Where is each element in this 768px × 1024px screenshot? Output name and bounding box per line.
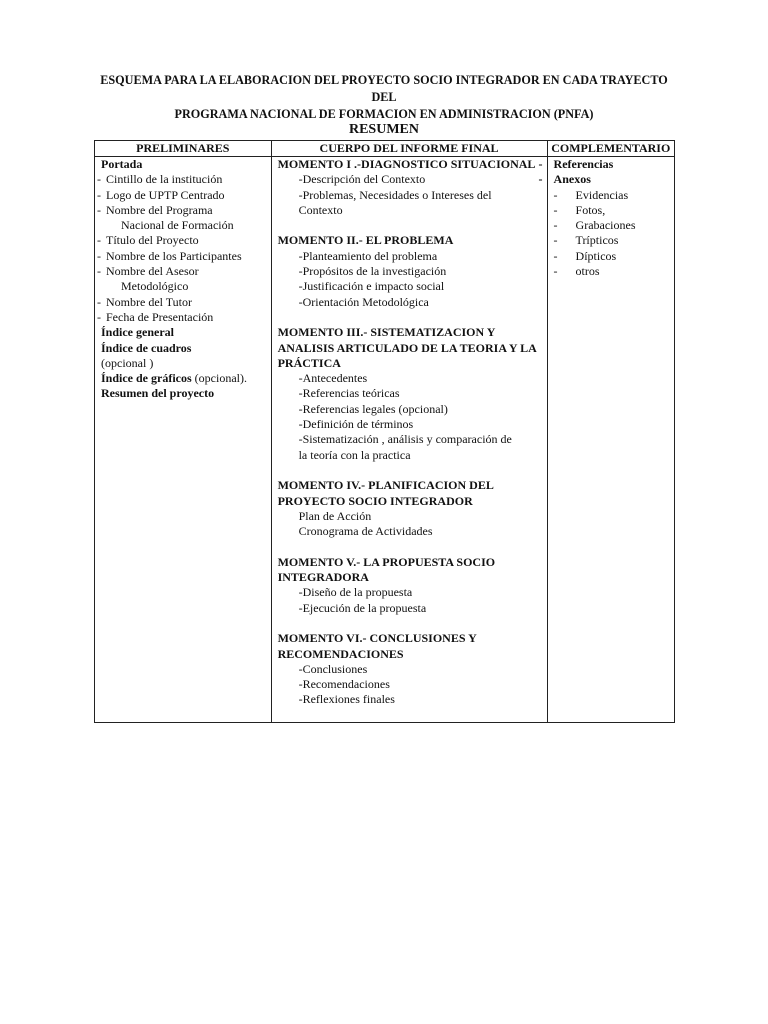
momento-2-title: MOMENTO II.- EL PROBLEMA — [277, 233, 454, 248]
heading-line-2: PROGRAMA NACIONAL DE FORMACION EN ADMINISTRACION (PNFA) — [174, 107, 594, 121]
header-cuerpo: CUERPO DEL INFORME FINAL — [271, 141, 547, 157]
cuerpo-cell — [271, 157, 547, 723]
list-item: Plan de Acción — [298, 508, 372, 523]
list-item: -Ejecución de la propuesta — [298, 600, 427, 615]
preliminares-indice-general: Índice general — [101, 325, 174, 340]
preliminares-opcional: (opcional ) — [101, 355, 154, 370]
complementario-anexos: - Anexos — [538, 172, 591, 187]
list-item: - Título del Proyecto — [97, 233, 199, 248]
list-item: -Definición de términos — [298, 417, 414, 432]
complementario-cell — [538, 157, 674, 723]
list-item: -Conclusiones — [298, 661, 368, 676]
momento-6-title-2: RECOMENDACIONES — [277, 646, 404, 661]
momento-4-title-2: PROYECTO SOCIO INTEGRADOR — [277, 493, 473, 508]
list-item: Cronograma de Actividades — [298, 524, 433, 539]
momento-5-title-2: INTEGRADORA — [277, 570, 369, 585]
list-item: - Cintillo de la institución — [97, 172, 223, 187]
momento-5-title-1: MOMENTO V.- LA PROPUESTA SOCIO — [277, 554, 496, 569]
list-item: -Problemas, Necesidades o Intereses del — [298, 187, 492, 202]
list-item: - Nombre del Tutor — [97, 294, 193, 309]
momento-1-title: MOMENTO I .-DIAGNOSTICO SITUACIONAL — [277, 157, 536, 171]
preliminares-resumen: Resumen del proyecto — [101, 386, 215, 401]
list-item: - Grabaciones — [553, 218, 636, 233]
momento-4-title-1: MOMENTO IV.- PLANIFICACION DEL — [277, 478, 494, 493]
list-item-continuation: la teoría con la practica — [298, 447, 411, 462]
list-item: - Logo de UPTP Centrado — [97, 187, 225, 202]
list-item: - Evidencias — [553, 187, 629, 202]
list-item: - otros — [553, 264, 600, 279]
list-item-continuation: Metodológico — [121, 279, 189, 294]
list-item: - Nombre de los Participantes — [97, 248, 242, 263]
list-item: - Fotos, — [553, 202, 606, 217]
momento-6-title-1: MOMENTO VI.- CONCLUSIONES Y — [277, 631, 477, 646]
schema-table — [94, 140, 675, 723]
list-item: - Nombre del Asesor — [97, 264, 199, 279]
list-item: -Descripción del Contexto — [298, 172, 426, 187]
list-item: -Sistematización , análisis y comparación de — [298, 432, 512, 447]
list-item: - Dípticos — [553, 248, 617, 263]
list-item: -Orientación Metodológica — [298, 294, 429, 309]
list-item: -Reflexiones finales — [298, 692, 395, 707]
list-item: -Referencias legales (opcional) — [298, 401, 448, 416]
document-subtitle: RESUMEN — [348, 122, 419, 137]
complementario-referencias: - Referencias — [538, 157, 614, 171]
momento-3-title-1: MOMENTO III.- SISTEMATIZACION Y — [277, 325, 496, 340]
list-item: -Referencias teóricas — [298, 386, 400, 401]
table-body-row — [95, 157, 675, 723]
table-header-row — [95, 141, 675, 157]
preliminares-portada: Portada — [101, 157, 143, 171]
preliminares-indice-graficos: Índice de gráficos (opcional). — [101, 371, 247, 386]
list-item: - Nombre del Programa — [97, 202, 213, 217]
list-item: -Antecedentes — [298, 371, 368, 386]
preliminares-indice-cuadros: Índice de cuadros — [101, 340, 192, 355]
preliminares-cell — [95, 157, 272, 723]
list-item-continuation: Nacional de Formación — [121, 218, 234, 233]
list-item: -Propósitos de la investigación — [298, 264, 447, 279]
list-item: -Diseño de la propuesta — [298, 585, 413, 600]
header-preliminares: PRELIMINARES — [95, 141, 272, 157]
heading-line-1: ESQUEMA PARA LA ELABORACION DEL PROYECTO SOCIO INTEGRADOR EN CADA TRAYECTO DEL — [100, 73, 668, 104]
list-item: -Recomendaciones — [298, 677, 390, 692]
document-heading — [94, 72, 674, 123]
header-complementario: COMPLEMENTARIO — [547, 141, 674, 157]
momento-3-title-2: ANALISIS ARTICULADO DE LA TEORIA Y LA — [277, 340, 537, 355]
momento-3-title-3: PRÁCTICA — [277, 355, 341, 370]
list-item: -Planteamiento del problema — [298, 248, 438, 263]
list-item: -Justificación e impacto social — [298, 279, 445, 294]
list-item: - Fecha de Presentación — [97, 309, 214, 324]
list-item: - Trípticos — [553, 233, 619, 248]
list-item-continuation: Contexto — [298, 202, 343, 217]
